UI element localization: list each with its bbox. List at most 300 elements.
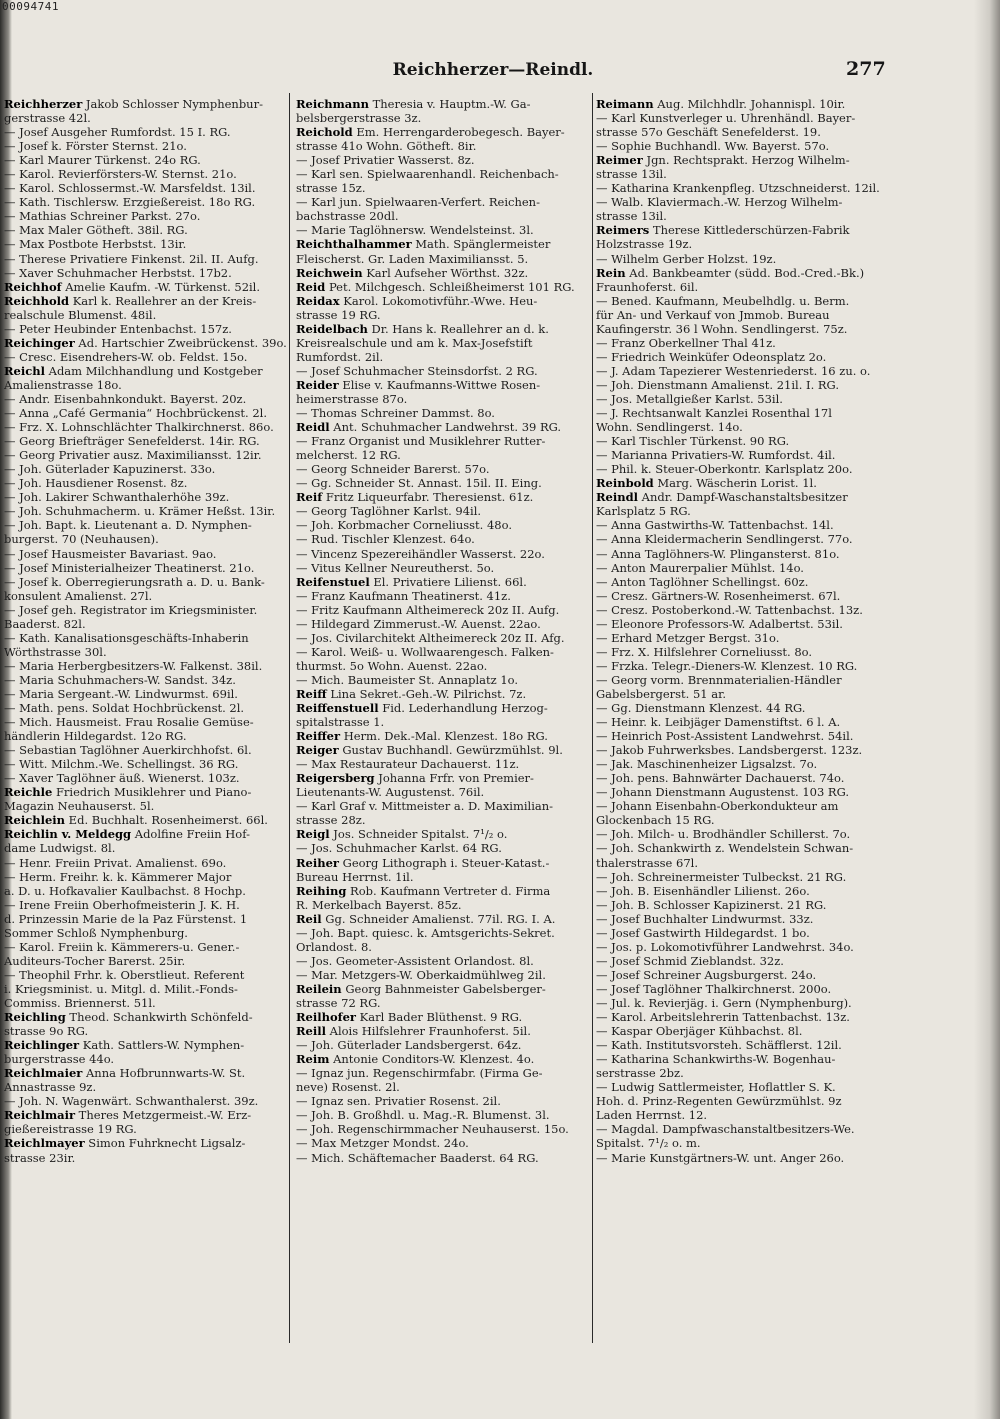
directory-line bbox=[296, 1024, 590, 1038]
surname: Reid bbox=[296, 279, 326, 294]
directory-line bbox=[4, 575, 287, 589]
directory-line bbox=[4, 785, 287, 799]
directory-line bbox=[4, 673, 287, 687]
directory-line bbox=[596, 448, 894, 462]
directory-line bbox=[296, 153, 590, 167]
directory-line bbox=[296, 181, 590, 195]
directory-line bbox=[4, 884, 287, 898]
entry-text: Karl Bader Blüthenst. 9 RG. bbox=[355, 1010, 523, 1025]
directory-line bbox=[4, 954, 287, 968]
entry-text: Dr. Hans k. Reallehrer an d. k. bbox=[367, 321, 549, 336]
directory-line bbox=[596, 1136, 894, 1150]
entry-text: — Ignaz sen. Privatier Rosenst. 2il. bbox=[296, 1094, 501, 1109]
entry-text: Ad. Hartschier Zweibrückenst. 39o. bbox=[74, 335, 287, 350]
surname: Reidelbach bbox=[296, 321, 368, 336]
directory-line bbox=[596, 603, 894, 617]
entry-text: — Marie Taglöhnersw. Wendelsteinst. 3l. bbox=[296, 223, 534, 238]
entry-text: Orlandost. 8. bbox=[296, 939, 372, 954]
directory-line bbox=[596, 1122, 894, 1136]
directory-line bbox=[296, 645, 590, 659]
entry-text: Theres Metzgermeist.-W. Erz- bbox=[75, 1108, 252, 1123]
surname: Reichlein bbox=[4, 813, 66, 828]
directory-line bbox=[596, 1038, 894, 1052]
directory-line bbox=[596, 322, 894, 336]
directory-line bbox=[596, 996, 894, 1010]
entry-text: — Max Metzger Mondst. 24o. bbox=[296, 1136, 469, 1151]
directory-line bbox=[596, 701, 894, 715]
directory-line bbox=[296, 266, 590, 280]
entry-text: Magazin Neuhauserst. 5l. bbox=[4, 799, 155, 814]
directory-line bbox=[596, 687, 894, 701]
directory-line bbox=[4, 1038, 287, 1052]
directory-line bbox=[296, 237, 590, 251]
directory-line bbox=[596, 785, 894, 799]
directory-line bbox=[296, 687, 590, 701]
directory-line bbox=[296, 715, 590, 729]
entry-text: Bureau Herrnst. 1il. bbox=[296, 869, 414, 884]
entry-text: — Joh. Regenschirmmacher Neuhauserst. 15o. bbox=[296, 1122, 569, 1137]
entry-text: — Joh. Hausdiener Rosenst. 8z. bbox=[4, 476, 188, 491]
directory-line bbox=[296, 476, 590, 490]
entry-text: — Georg Privatier ausz. Maximiliansst. 12ir. bbox=[4, 448, 262, 463]
directory-line bbox=[296, 364, 590, 378]
entry-text: — Cresz. Gärtners-W. Rosenheimerst. 67l. bbox=[596, 588, 841, 603]
directory-line bbox=[596, 167, 894, 181]
directory-line bbox=[596, 237, 894, 251]
directory-line bbox=[296, 1136, 590, 1150]
directory-line bbox=[4, 1066, 287, 1080]
entry-text: Fleischerst. Gr. Laden Maximiliansst. 5. bbox=[296, 251, 529, 266]
entry-text: — Joh. Korbmacher Corneliusst. 48o. bbox=[296, 518, 512, 533]
entry-text: — Wilhelm Gerber Holzst. 19z. bbox=[596, 251, 777, 266]
entry-text: — Anton Maurerpalier Mühlst. 14o. bbox=[596, 560, 804, 575]
entry-text: — Jos. Schuhmacher Karlst. 64 RG. bbox=[296, 841, 502, 856]
surname: Reilein bbox=[296, 981, 342, 996]
entry-text: — Anton Taglöhner Schellingst. 60z. bbox=[596, 574, 809, 589]
entry-text: — Anna „Café Germania“ Hochbrückenst. 2l. bbox=[4, 406, 268, 421]
directory-line bbox=[296, 898, 590, 912]
directory-line bbox=[296, 1080, 590, 1094]
entry-text: Fid. Lederhandlung Herzog- bbox=[378, 701, 548, 716]
entry-text: — Kath. Kanalisationsgeschäfts-Inhaberin bbox=[4, 630, 249, 645]
directory-line bbox=[596, 1010, 894, 1024]
directory-line bbox=[596, 476, 894, 490]
directory-line bbox=[596, 181, 894, 195]
entry-text: Karlsplatz 5 RG. bbox=[596, 504, 691, 519]
entry-text: — Jos. Metallgießer Karlst. 53il. bbox=[596, 391, 783, 406]
surname: Reichherzer bbox=[4, 97, 83, 111]
entry-text: — Joh. B. Schlosser Kapizinerst. 21 RG. bbox=[596, 897, 827, 912]
entry-text: Auditeurs-Tocher Barerst. 25ir. bbox=[4, 953, 186, 968]
entry-text: Laden Herrnst. 12. bbox=[596, 1108, 708, 1123]
directory-line bbox=[596, 280, 894, 294]
entry-text: R. Merkelbach Bayerst. 85z. bbox=[296, 897, 462, 912]
entry-text: — Anna Kleidermacherin Sendlingerst. 77o. bbox=[596, 532, 853, 547]
directory-line bbox=[596, 841, 894, 855]
directory-line bbox=[4, 617, 287, 631]
directory-line bbox=[596, 139, 894, 153]
entry-text: — Erhard Metzger Bergst. 31o. bbox=[596, 630, 780, 645]
directory-line bbox=[596, 715, 894, 729]
directory-line bbox=[596, 659, 894, 673]
directory-line bbox=[596, 308, 894, 322]
entry-text: — Friedrich Weinküfer Odeonsplatz 2o. bbox=[596, 349, 827, 364]
directory-line bbox=[4, 434, 287, 448]
entry-text: Annastrasse 9z. bbox=[4, 1080, 97, 1095]
directory-line bbox=[4, 982, 287, 996]
directory-line bbox=[4, 603, 287, 617]
entry-text: strasse 72 RG. bbox=[296, 996, 381, 1010]
directory-line bbox=[596, 870, 894, 884]
directory-line bbox=[296, 729, 590, 743]
entry-text: — Karol. Weiß- u. Wollwaarengesch. Falken- bbox=[296, 644, 554, 659]
directory-line bbox=[596, 209, 894, 223]
directory-line bbox=[4, 153, 287, 167]
directory-line bbox=[296, 392, 590, 406]
entry-text: Kath. Sattlers-W. Nymphen- bbox=[79, 1038, 245, 1053]
directory-line bbox=[596, 757, 894, 771]
directory-line bbox=[4, 898, 287, 912]
surname: Reichinger bbox=[4, 335, 75, 350]
directory-line bbox=[4, 659, 287, 673]
entry-text: Glockenbach 15 RG. bbox=[596, 813, 715, 828]
entry-text: — Katharina Krankenpfleg. Utzschneiderst. 12il. bbox=[596, 181, 880, 196]
directory-line bbox=[596, 1066, 894, 1080]
directory-line bbox=[4, 448, 287, 462]
surname: Reichlmayer bbox=[4, 1136, 85, 1151]
directory-line bbox=[296, 617, 590, 631]
directory-line bbox=[596, 771, 894, 785]
directory-line bbox=[4, 490, 287, 504]
directory-line bbox=[296, 856, 590, 870]
directory-line bbox=[296, 209, 590, 223]
surname: Reimann bbox=[596, 97, 654, 111]
directory-line bbox=[296, 406, 590, 420]
entry-text: — Josef Taglöhner Thalkirchnerst. 200o. bbox=[596, 981, 832, 996]
directory-line bbox=[4, 631, 287, 645]
entry-text: — Joh. N. Wagenwärt. Schwanthalerst. 39z. bbox=[4, 1094, 259, 1109]
entry-text: melcherst. 12 RG. bbox=[296, 448, 401, 463]
entry-text: Holzstrasse 19z. bbox=[596, 237, 693, 252]
directory-line bbox=[596, 743, 894, 757]
entry-text: — Therese Privatiere Finkenst. 2il. II. Aufg. bbox=[4, 251, 259, 266]
directory-line bbox=[4, 322, 287, 336]
entry-text: Karol. Lokomotivführ.-Wwe. Heu- bbox=[339, 293, 538, 308]
directory-line bbox=[596, 898, 894, 912]
entry-text: Andr. Dampf-Waschanstaltsbesitzer bbox=[638, 490, 848, 505]
entry-text: — Josef Ausgeher Rumfordst. 15 I. RG. bbox=[4, 125, 231, 140]
entry-text: — Eleonore Professors-W. Adalbertst. 53il. bbox=[596, 616, 843, 631]
directory-line bbox=[596, 518, 894, 532]
directory-line bbox=[596, 153, 894, 167]
entry-text: — Josef Hausmeister Bavariast. 9ao. bbox=[4, 546, 217, 561]
entry-text: — Gg. Schneider St. Annast. 15il. II. Eing. bbox=[296, 476, 542, 491]
directory-line bbox=[4, 280, 287, 294]
directory-line bbox=[596, 97, 894, 111]
directory-line bbox=[296, 912, 590, 926]
entry-text: Marg. Wäscherin Lorist. 1l. bbox=[653, 476, 817, 491]
directory-line bbox=[296, 589, 590, 603]
entry-text: — Kath. Institutsvorsteh. Schäfflerst. 12il. bbox=[596, 1038, 842, 1053]
column-divider bbox=[592, 93, 593, 1343]
directory-line bbox=[4, 97, 287, 111]
entry-text: — Heinr. k. Leibjäger Damenstiftst. 6 l. A. bbox=[596, 715, 841, 730]
entry-text: — Anna Gastwirths-W. Tattenbachst. 14l. bbox=[596, 518, 834, 533]
entry-text: — Gg. Dienstmann Klenzest. 44 RG. bbox=[596, 701, 806, 716]
entry-text: — Josef Buchhalter Lindwurmst. 33z. bbox=[596, 911, 814, 926]
directory-line bbox=[4, 926, 287, 940]
entry-text: — Frz. X. Hilfslehrer Corneliusst. 8o. bbox=[596, 644, 813, 659]
directory-line bbox=[596, 1108, 894, 1122]
directory-line bbox=[4, 336, 287, 350]
directory-line bbox=[4, 350, 287, 364]
entry-text: Ad. Bankbeamter (südd. Bod.-Cred.-Bk.) bbox=[625, 265, 865, 280]
surname: Reichhold bbox=[4, 293, 70, 308]
directory-line bbox=[596, 420, 894, 434]
entry-text: — Jul. k. Revierjäg. i. Gern (Nymphenburg). bbox=[596, 996, 852, 1010]
entry-text: — Josef Privatier Wasserst. 8z. bbox=[296, 153, 475, 168]
directory-line bbox=[296, 111, 590, 125]
entry-text: strasse 19 RG. bbox=[296, 307, 381, 322]
surname: Reichlinger bbox=[4, 1038, 80, 1053]
entry-text: Theresia v. Hauptm.-W. Ga- bbox=[368, 97, 531, 111]
directory-line bbox=[4, 1108, 287, 1122]
directory-line bbox=[4, 968, 287, 982]
entry-text: — Andr. Eisenbahnkondukt. Bayerst. 20z. bbox=[4, 391, 247, 406]
entry-text: Wohn. Sendlingerst. 14o. bbox=[596, 420, 743, 435]
entry-text: Jakob Schlosser Nymphenbur- bbox=[82, 97, 263, 111]
entry-text: — Jos. Geometer-Assistent Orlandost. 8l. bbox=[296, 953, 534, 968]
directory-line bbox=[596, 252, 894, 266]
directory-line bbox=[296, 223, 590, 237]
entry-text: spitalstrasse 1. bbox=[296, 715, 385, 730]
directory-line bbox=[296, 561, 590, 575]
entry-text: — Katharina Schankwirths-W. Bogenhau- bbox=[596, 1052, 836, 1067]
entry-text: Johanna Frfr. von Premier- bbox=[374, 771, 534, 786]
directory-line bbox=[296, 603, 590, 617]
directory-line bbox=[296, 757, 590, 771]
surname: Reichl bbox=[4, 363, 45, 378]
surname: Reimers bbox=[596, 223, 650, 238]
entry-text: strasse 57o Geschäft Senefelderst. 19. bbox=[596, 125, 821, 140]
directory-line bbox=[296, 350, 590, 364]
directory-line bbox=[4, 856, 287, 870]
entry-text: bachstrasse 20dl. bbox=[296, 209, 399, 224]
entry-text: strasse 41o Wohn. Götheft. 8ir. bbox=[296, 139, 477, 154]
entry-text: — Karol. Schlossermst.-W. Marsfeldst. 13il. bbox=[4, 181, 256, 196]
directory-line bbox=[4, 1024, 287, 1038]
surname: Reiher bbox=[296, 855, 339, 870]
entry-text: i. Kriegsminist. u. Mitgl. d. Milit.-Fonds- bbox=[4, 981, 238, 996]
entry-text: — Georg Taglöhner Karlst. 94il. bbox=[296, 504, 482, 519]
entry-text: — Henr. Freiin Privat. Amalienst. 69o. bbox=[4, 855, 227, 870]
entry-text: Baaderst. 82l. bbox=[4, 616, 86, 631]
entry-text: — J. Rechtsanwalt Kanzlei Rosenthal 17l bbox=[596, 406, 832, 421]
directory-line bbox=[596, 223, 894, 237]
entry-text: Anna Hofbrunnwarts-W. St. bbox=[82, 1066, 246, 1081]
surname: Reifenstuel bbox=[296, 574, 370, 589]
surname: Reichlmair bbox=[4, 1108, 76, 1123]
directory-line bbox=[4, 1052, 287, 1066]
surname: Reilhofer bbox=[296, 1010, 356, 1025]
entry-text: — Magdal. Dampfwaschanstaltbesitzers-We. bbox=[596, 1122, 855, 1137]
surname: Reichwein bbox=[296, 265, 363, 280]
directory-line bbox=[296, 252, 590, 266]
entry-text: Kreisrealschule und am k. Max-Josefstift bbox=[296, 335, 533, 350]
directory-line bbox=[596, 350, 894, 364]
surname: Reiffer bbox=[296, 729, 341, 744]
directory-line bbox=[296, 336, 590, 350]
directory-line bbox=[4, 729, 287, 743]
entry-text: Rumfordst. 2il. bbox=[296, 349, 384, 364]
directory-line bbox=[596, 364, 894, 378]
directory-line bbox=[296, 448, 590, 462]
entry-text: — Anna Taglöhners-W. Plingansterst. 81o. bbox=[596, 546, 840, 561]
directory-line bbox=[4, 139, 287, 153]
entry-text: Pet. Milchgesch. Schleißheimerst 101 RG. bbox=[325, 279, 575, 294]
directory-line bbox=[596, 912, 894, 926]
directory-line bbox=[296, 1066, 590, 1080]
entry-text: neve) Rosenst. 2l. bbox=[296, 1080, 400, 1095]
entry-text: — Max Restaurateur Dachauerst. 11z. bbox=[296, 757, 520, 772]
entry-text: — Mich. Schäftemacher Baaderst. 64 RG. bbox=[296, 1150, 539, 1165]
entry-text: Hoh. d. Prinz-Regenten Gewürzmühlst. 9z bbox=[596, 1094, 842, 1109]
entry-text: — Mathias Schreiner Parkst. 27o. bbox=[4, 209, 201, 224]
surname: Reihing bbox=[296, 883, 347, 898]
directory-line bbox=[596, 392, 894, 406]
directory-line bbox=[4, 209, 287, 223]
directory-line bbox=[596, 940, 894, 954]
directory-line bbox=[4, 364, 287, 378]
entry-text: — Georg vorm. Brennmaterialien-Händler bbox=[596, 672, 842, 687]
entry-text: — Josef k. Oberregierungsrath a. D. u. Bank- bbox=[4, 574, 265, 589]
directory-line bbox=[296, 841, 590, 855]
directory-line bbox=[4, 237, 287, 251]
entry-text: — Math. pens. Soldat Hochbrückenst. 2l. bbox=[4, 701, 245, 716]
entry-text: — Ludwig Sattlermeister, Hoflattler S. K. bbox=[596, 1080, 836, 1095]
directory-line bbox=[4, 687, 287, 701]
directory-line bbox=[4, 252, 287, 266]
entry-text: konsulent Amalienst. 27l. bbox=[4, 588, 153, 603]
directory-line bbox=[596, 294, 894, 308]
entry-text: — Peter Heubinder Entenbachst. 157z. bbox=[4, 321, 232, 336]
entry-text: — Kaspar Oberjäger Kühbachst. 8l. bbox=[596, 1024, 803, 1039]
directory-line bbox=[296, 968, 590, 982]
directory-line bbox=[4, 308, 287, 322]
entry-text: — Sebastian Taglöhner Auerkirchhofst. 6l. bbox=[4, 743, 252, 758]
directory-line bbox=[296, 575, 590, 589]
directory-line bbox=[4, 406, 287, 420]
directory-line bbox=[296, 659, 590, 673]
entry-text: — Marie Kunstgärtners-W. unt. Anger 26o. bbox=[596, 1150, 845, 1165]
entry-text: Lina Sekret.-Geh.-W. Pilrichst. 7z. bbox=[326, 686, 527, 701]
directory-line bbox=[296, 870, 590, 884]
entry-text: — Karol. Arbeitslehrerin Tattenbachst. 13z. bbox=[596, 1010, 850, 1025]
directory-line bbox=[596, 547, 894, 561]
entry-text: — Cresz. Postoberkond.-W. Tattenbachst. 13z. bbox=[596, 602, 863, 617]
directory-line bbox=[296, 308, 590, 322]
directory-line bbox=[296, 743, 590, 757]
directory-line bbox=[296, 799, 590, 813]
entry-text: Theod. Schankwirth Schönfeld- bbox=[65, 1010, 253, 1025]
surname: Reinbold bbox=[596, 476, 654, 491]
surname: Reider bbox=[296, 377, 339, 392]
entry-text: — Joh. Güterlader Landsbergerst. 64z. bbox=[296, 1038, 522, 1053]
entry-text: — J. Adam Tapezierer Westenriederst. 16 zu. o. bbox=[596, 363, 871, 378]
surname: Reim bbox=[296, 1052, 330, 1067]
directory-line bbox=[296, 167, 590, 181]
entry-text: — Hildegard Zimmerust.-W. Auenst. 22ao. bbox=[296, 616, 541, 631]
entry-text: — Jos. p. Lokomotivführer Landwehrst. 34o. bbox=[596, 939, 854, 954]
directory-line bbox=[296, 940, 590, 954]
directory-line bbox=[296, 1094, 590, 1108]
entry-text: händlerin Hildegardst. 12o RG. bbox=[4, 729, 187, 744]
surname: Reichle bbox=[4, 785, 53, 800]
entry-text: Fritz Liqueurfabr. Theresienst. 61z. bbox=[322, 490, 534, 505]
entry-text: — Franz Kaufmann Theatinerst. 41z. bbox=[296, 588, 511, 603]
directory-line bbox=[596, 111, 894, 125]
directory-line bbox=[596, 462, 894, 476]
entry-text: — Maria Herbergbesitzers-W. Falkenst. 38il. bbox=[4, 658, 263, 673]
entry-text: — Karol. Freiin k. Kämmerers-u. Gener.- bbox=[4, 939, 240, 954]
directory-line bbox=[596, 1080, 894, 1094]
directory-line bbox=[4, 195, 287, 209]
entry-text: Ed. Buchhalt. Rosenheimerst. 66l. bbox=[65, 813, 268, 828]
entry-text: — Rud. Tischler Klenzest. 64o. bbox=[296, 532, 475, 547]
directory-line bbox=[296, 139, 590, 153]
directory-line bbox=[4, 476, 287, 490]
entry-text: — Mar. Metzgers-W. Oberkaidmühlweg 2il. bbox=[296, 967, 546, 982]
entry-text: — Cresc. Eisendrehers-W. ob. Feldst. 15o. bbox=[4, 349, 248, 364]
entry-text: strasse 13il. bbox=[596, 167, 667, 182]
entry-text: burgerstrasse 44o. bbox=[4, 1052, 115, 1067]
directory-line bbox=[296, 926, 590, 940]
entry-text: — Josef Gastwirth Hildegardst. 1 bo. bbox=[596, 925, 810, 940]
surname: Reill bbox=[296, 1024, 326, 1039]
directory-line bbox=[4, 799, 287, 813]
entry-text: Gabelsbergerst. 51 ar. bbox=[596, 686, 726, 701]
directory-line bbox=[4, 504, 287, 518]
surname: Reif bbox=[296, 490, 323, 505]
entry-text: — Josef k. Förster Sternst. 21o. bbox=[4, 139, 187, 154]
surname: Reimer bbox=[596, 153, 643, 168]
directory-line bbox=[4, 841, 287, 855]
directory-line bbox=[596, 378, 894, 392]
directory-line bbox=[4, 771, 287, 785]
surname: Reiffenstuell bbox=[296, 701, 379, 716]
surname: Reichthalhammer bbox=[296, 237, 412, 252]
directory-line bbox=[4, 532, 287, 546]
directory-line bbox=[4, 827, 287, 841]
entry-text: — Irene Freiin Oberhofmeisterin J. K. H. bbox=[4, 897, 240, 912]
entry-text: Fraunhoferst. 6il. bbox=[596, 279, 699, 294]
directory-line bbox=[4, 715, 287, 729]
entry-text: realschule Blumenst. 48il. bbox=[4, 307, 157, 322]
entry-text: Karl Aufseher Wörthst. 32z. bbox=[362, 265, 529, 280]
directory-line bbox=[296, 982, 590, 996]
entry-text: Alois Hilfslehrer Fraunhoferst. 5il. bbox=[325, 1024, 531, 1039]
entry-text: — Franz Oberkellner Thal 41z. bbox=[596, 335, 776, 350]
directory-line bbox=[296, 294, 590, 308]
entry-text: — Frzka. Telegr.-Dieners-W. Klenzest. 10 RG. bbox=[596, 658, 858, 673]
directory-line bbox=[596, 799, 894, 813]
directory-line bbox=[296, 1010, 590, 1024]
entry-text: — Mich. Baumeister St. Annaplatz 1o. bbox=[296, 672, 519, 687]
entry-text: — Thomas Schreiner Dammst. 8o. bbox=[296, 406, 495, 421]
surname: Reidax bbox=[296, 293, 340, 308]
directory-line bbox=[4, 701, 287, 715]
directory-line bbox=[296, 125, 590, 139]
